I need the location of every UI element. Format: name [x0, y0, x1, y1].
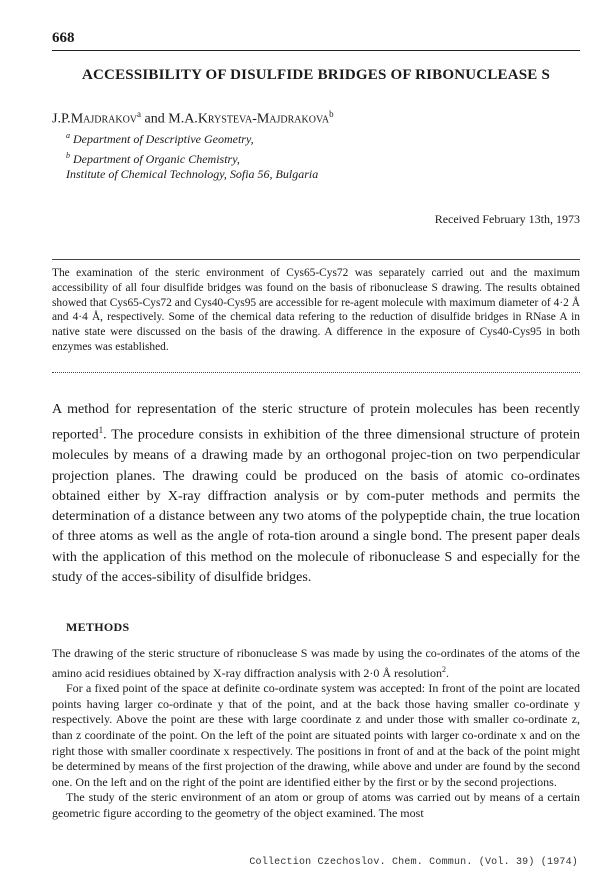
- methods-paragraph-1: [52, 646, 580, 681]
- introduction-paragraph: [52, 400, 580, 588]
- intro-reference-1: 1: [98, 425, 104, 436]
- affiliation-b-text: Department of Organic Chemistry,: [70, 151, 240, 166]
- methods-paragraph-2: For a fixed point of the space at definite co-ordinate system was accepted: In front of the point are located points having larger co-ordinate y that of the point, and at the back those having smaller co-ordinate y respectively. Above the point are these with large coordinate z and under those with smaller co-ordinate z, than z coordinate of the point. On the left of the point are situated points with larger co-ordinate x and on the right those with smaller coordinate x respectively. The positions in front of and at the back of the point might be determined by means of the first projection of the drawing, while above and under are found by the second one. On the left and on the right of the point are identified either by the first or by the second projections.: [52, 681, 580, 789]
- affiliation-a: [66, 128, 566, 148]
- author-2-initials: M.A.: [168, 111, 198, 127]
- methods-paragraph-3: The study of the steric environment of an atom or group of atoms was carried out by means of a certain geometric figure according to the geometry of the object examined. The most: [52, 790, 580, 820]
- article-title: ACCESSIBILITY OF DISULFIDE BRIDGES OF RIBONUCLEASE S: [81, 67, 551, 83]
- header-rule: [52, 50, 580, 51]
- author-2-name: Krysteva-Majdrakova: [197, 111, 330, 127]
- intro-text-1: A method for representation of the steric structure of protein molecules has been recently reported: [52, 402, 580, 443]
- methods-p1-end: .: [446, 665, 450, 680]
- intro-text-2: . The procedure consists in exhibition of the three dimensional structure of protein molecules by means of a drawing made by an orthogonal projec-tion on two perpendicular projection planes. The drawing could be produced on the basis of atomic co-ordinates obtained either by X-ray diffraction analysis or by com-puter methods and permits the determination of a distance between any two atoms of the polypeptide chain, the true location of three atoms as well as the angle of rota-tion around a single bond. The present paper deals with the application of this method on the molecule of ribonuclease S and especially for the study of the acces-sibility of disulfide bridges.: [52, 427, 580, 586]
- page-number: 668: [52, 30, 75, 46]
- affiliations: [66, 128, 566, 183]
- methods-reference-2: 2: [442, 664, 447, 674]
- affiliation-a-text: Department of Descriptive Geometry,: [70, 132, 254, 146]
- methods-body: [52, 646, 580, 822]
- affiliation-b: [66, 148, 566, 168]
- methods-p1-text: The drawing of the steric structure of ribonuclease S was made by using the co-ordinates of the atoms of the amino acid residiues obtained by X-ray diffraction analysis with 2·0 Å resolution: [52, 646, 580, 680]
- author-1-initials: J.P.: [52, 111, 71, 127]
- author-2-affil-mark: b: [329, 109, 334, 119]
- methods-heading: METHODS: [66, 620, 130, 634]
- affiliation-institute: Institute of Chemical Technology, Sofia 56, Bulgaria: [66, 167, 319, 181]
- affiliation-a-mark: a: [66, 131, 70, 140]
- author-1-name: Majdrakov: [70, 111, 138, 127]
- author-conjunction: and: [141, 111, 169, 127]
- journal-footer: Collection Czechoslov. Chem. Commun. (Vol. 39) (1974): [249, 857, 578, 868]
- author-1-affil-mark: a: [137, 109, 142, 119]
- abstract-top-rule: [52, 259, 580, 260]
- abstract-bottom-rule: [52, 372, 580, 373]
- affiliation-b-mark: b: [66, 150, 70, 160]
- abstract: The examination of the steric environment of Cys65-Cys72 was separately carried out and the maximum accessibility of all four disulfide bridges was found on the basis of ribonuclease S drawing. The results obtained showed that Cys65-Cys72 and Cys40-Cys95 are accessible for re-agent molecule with maximum diameter of 4·2 Å and 4·4 Å, respectively. Some of the chemical data refering to the reduction of disulfide bridges in RNase A in native state were discussed on the basis of the drawing. A difference in the exposure of Cys40-Cys95 in both enzymes was established.: [52, 267, 580, 353]
- received-date: Received February 13th, 1973: [434, 212, 580, 226]
- author-line: [52, 109, 334, 128]
